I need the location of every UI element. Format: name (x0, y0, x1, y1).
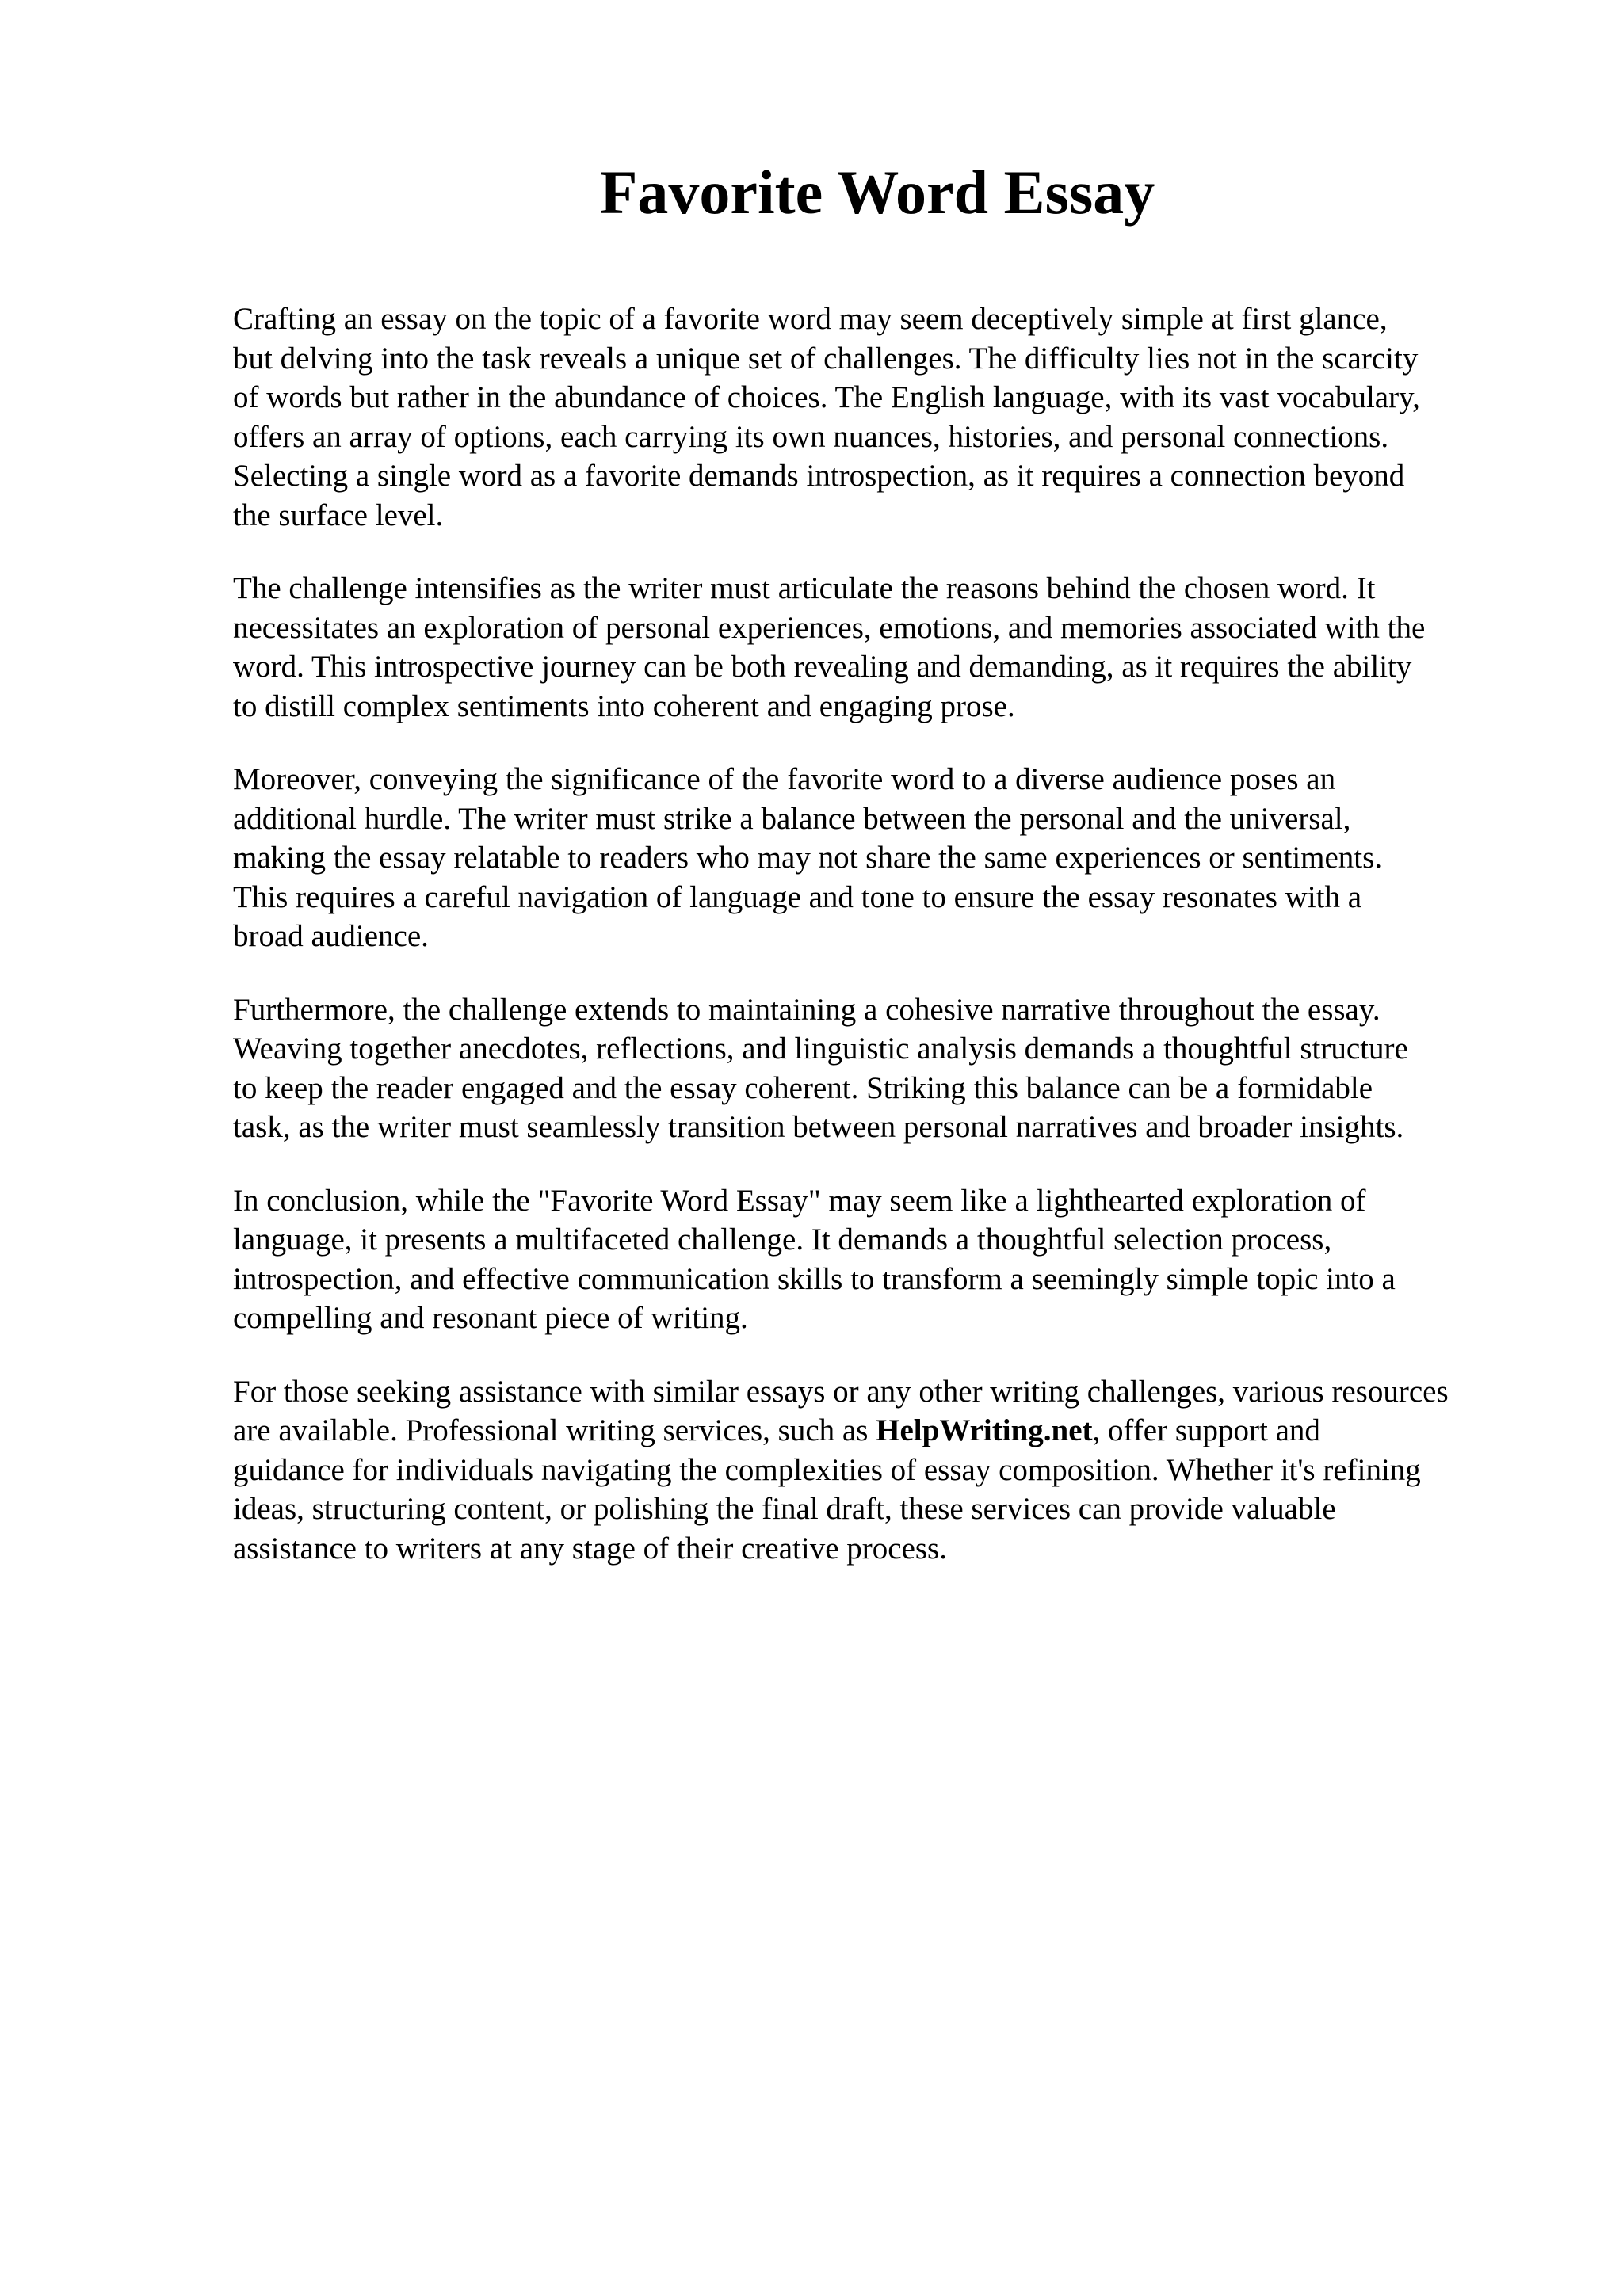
essay-body (233, 299, 1549, 1602)
text-line: word. This introspective journey can be both revealing and demanding, as it requires the ability (233, 650, 1412, 684)
text-line: In conclusion, while the "Favorite Word Essay" may seem like a lighthearted exploration of (233, 1183, 1366, 1218)
text-line: Furthermore, the challenge extends to maintaining a cohesive narrative throughout the essay. (233, 992, 1381, 1027)
text-line: ideas, structuring content, or polishing the final draft, these services can provide valuable (233, 1492, 1336, 1526)
text-line: language, it presents a multifaceted challenge. It demands a thoughtful selection process, (233, 1222, 1332, 1257)
text-line: The challenge intensifies as the writer must articulate the reasons behind the chosen word. It (233, 571, 1376, 605)
paragraph-3 (233, 760, 1549, 956)
text-line: making the essay relatable to readers who may not share the same experiences or sentiments. (233, 841, 1383, 875)
text-line: assistance to writers at any stage of their creative process. (233, 1531, 947, 1566)
text-line: For those seeking assistance with similar essays or any other writing challenges, various resources (233, 1374, 1449, 1409)
text-line: but delving into the task reveals a unique set of challenges. The difficulty lies not in the scarcity (233, 341, 1419, 376)
text-line-with-link (233, 1411, 1549, 1451)
paragraph-5 (233, 1181, 1549, 1338)
text-line: Selecting a single word as a favorite demands introspection, as it requires a connection beyond (233, 459, 1405, 493)
text-line: This requires a careful navigation of language and tone to ensure the essay resonates with a (233, 879, 1362, 914)
text-line: compelling and resonant piece of writing. (233, 1301, 748, 1335)
link-suffix-text: , offer support and (1092, 1413, 1320, 1447)
text-line: introspection, and effective communication skills to transform a seemingly simple topic into a (233, 1261, 1396, 1296)
text-line: task, as the writer must seamlessly transition between personal narratives and broader insights. (233, 1110, 1404, 1144)
document-title: Favorite Word Essay (599, 158, 1155, 227)
text-line: to distill complex sentiments into coherent and engaging prose. (233, 688, 1015, 723)
text-line: Crafting an essay on the topic of a favorite word may seem deceptively simple at first glance, (233, 302, 1388, 336)
text-line: the surface level. (233, 498, 444, 532)
text-line: to keep the reader engaged and the essay coherent. Striking this balance can be a formidable (233, 1070, 1373, 1105)
text-line: necessitates an exploration of personal experiences, emotions, and memories associated with the (233, 610, 1426, 645)
link-prefix-text: are available. Professional writing services, such as (233, 1413, 876, 1447)
text-line: broad audience. (233, 919, 429, 953)
paragraph-1 (233, 299, 1549, 535)
helpwriting-link[interactable]: HelpWriting.net (876, 1413, 1093, 1447)
text-line: of words but rather in the abundance of choices. The English language, with its vast vocabulary, (233, 380, 1420, 414)
text-line: Weaving together anecdotes, reflections, and linguistic analysis demands a thoughtful structure (233, 1032, 1408, 1066)
closing-paragraph (233, 1372, 1549, 1569)
text-line: Moreover, conveying the significance of the favorite word to a diverse audience poses an (233, 762, 1336, 796)
text-line: additional hurdle. The writer must strike a balance between the personal and the universal, (233, 801, 1351, 836)
text-line: offers an array of options, each carrying its own nuances, histories, and personal connections. (233, 419, 1389, 454)
paragraph-2 (233, 569, 1549, 726)
paragraph-4 (233, 990, 1549, 1147)
text-line: guidance for individuals navigating the complexities of essay composition. Whether it's refining (233, 1452, 1421, 1487)
